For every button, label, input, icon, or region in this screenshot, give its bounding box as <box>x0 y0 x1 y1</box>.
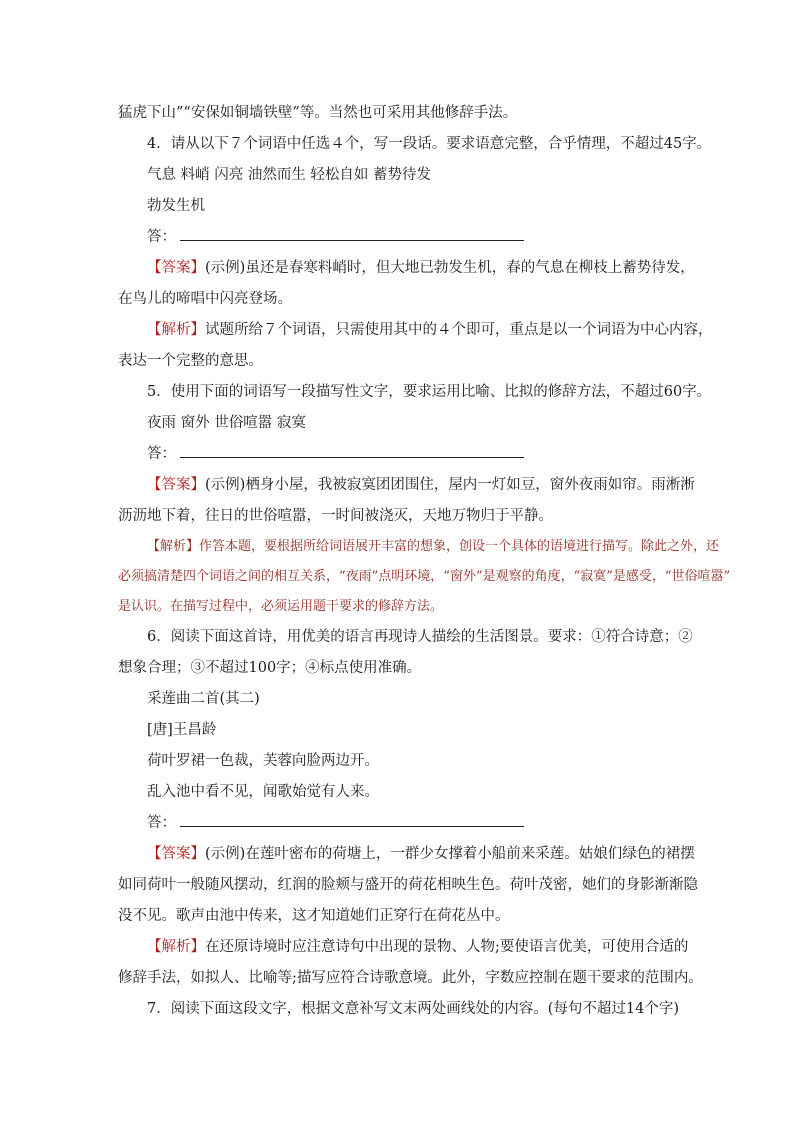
analysis-text: 试题所给７个词语，只需使用其中的４个即可，重点是以一个词语为中心内容， <box>205 322 713 338</box>
analysis-paragraph <box>118 932 689 963</box>
answer-text-cont: 沥沥地下着，往日的世俗喧嚣，一时间被浇灭，天地万物归于平静。 <box>118 508 553 524</box>
answer-text-cont: 没不见。歌声由池中传来，这才知道她们正穿行在荷花丛中。 <box>118 908 510 924</box>
document-body <box>118 98 731 1025</box>
answer-blank-row <box>118 808 678 839</box>
analysis-tag: 【解析】 <box>147 322 205 338</box>
poem-line: 乱入池中看不见，闻歌始觉有人来。 <box>147 784 379 800</box>
answer-tag: 【答案】 <box>147 477 205 493</box>
analysis-text-cont: 必须搞清楚四个词语之间的相互关系，“夜雨”点明环境，“窗外”是观察的角度，“寂寞”是感受，“世俗喧嚣” <box>118 569 731 584</box>
answer-text: (示例)虽还是春寒料峭时，但大地已勃发生机，春的气息在柳枝上蓄势待发， <box>205 260 695 276</box>
answer-text: (示例)栖身小屋，我被寂寞团团围住，屋内一灯如豆，窗外夜雨如帘。雨淅淅 <box>205 477 695 493</box>
question-6-cont: 想象合理；③不超过100字；④标点使用准确。 <box>118 660 422 676</box>
question-7: 7．阅读下面这段文字，根据文意补写文末两处画线处的内容。(每句不超过14个字) <box>147 1001 679 1017</box>
analysis-text-cont: 修辞手法，如拟人、比喻等;描写应符合诗歌意境。此外，字数应控制在题干要求的范围内。 <box>118 970 703 986</box>
word-list-cont: 勃发生机 <box>147 198 205 214</box>
answer-text-cont: 如同荷叶一般随风摆动，红润的脸颊与盛开的荷花相映生色。荷叶茂密，她们的身影渐渐隐 <box>118 877 698 893</box>
answer-prefix: 答： <box>147 229 176 245</box>
answer-tag: 【答案】 <box>147 846 205 862</box>
question-5: 5．使用下面的词语写一段描写性文字，要求运用比喻、比拟的修辞方法，不超过60字。 <box>147 384 712 400</box>
analysis-tag: 【解析】 <box>147 939 205 955</box>
word-list: 夜雨 窗外 世俗喧嚣 寂寞 <box>147 415 306 431</box>
analysis-tag: 【解析】 <box>147 539 200 554</box>
answer-paragraph <box>118 253 695 284</box>
poem-author: [唐]王昌龄 <box>147 722 217 738</box>
answer-paragraph <box>118 839 695 870</box>
answer-paragraph <box>118 470 695 501</box>
answer-blank-line[interactable] <box>180 224 524 241</box>
answer-prefix: 答： <box>147 446 176 462</box>
analysis-paragraph <box>118 532 720 562</box>
answer-blank-line[interactable] <box>180 441 524 458</box>
answer-text: (示例)在莲叶密布的荷塘上，一群少女撑着小船前来采莲。姑娘们绿色的裙摆 <box>205 846 695 862</box>
analysis-text: 作答本题，要根据所给词语展开丰富的想象，创设一个具体的语境进行描写。除此之外，还 <box>199 539 720 554</box>
answer-prefix: 答： <box>147 815 176 831</box>
question-6: 6．阅读下面这首诗，用优美的语言再现诗人描绘的生活图景。要求：①符合诗意；② <box>147 629 693 645</box>
analysis-paragraph <box>118 315 713 346</box>
answer-blank-row <box>118 439 678 470</box>
text-line: 猛虎下山”“安保如铜墙铁壁”等。当然也可采用其他修辞手法。 <box>118 105 518 121</box>
poem-line: 荷叶罗裙一色裁，芙蓉向脸两边开。 <box>147 753 379 769</box>
answer-text-cont: 在鸟儿的啼唱中闪亮登场。 <box>118 291 292 307</box>
analysis-text: 在还原诗境时应注意诗句中出现的景物、人物;要使语言优美，可使用合适的 <box>205 939 689 955</box>
analysis-text-cont: 表达一个完整的意思。 <box>118 353 263 369</box>
poem-title: 采莲曲二首(其二) <box>147 691 260 707</box>
answer-blank-line[interactable] <box>180 810 524 827</box>
word-list: 气息 料峭 闪亮 油然而生 轻松自如 蓄势待发 <box>147 167 432 183</box>
question-4: 4．请从以下７个词语中任选４个，写一段话。要求语意完整，合乎情理，不超过45字。 <box>147 136 712 152</box>
answer-tag: 【答案】 <box>147 260 205 276</box>
answer-blank-row <box>118 222 678 253</box>
analysis-text-cont: 是认识。在描写过程中，必须运用题干要求的修辞方法。 <box>118 599 444 614</box>
